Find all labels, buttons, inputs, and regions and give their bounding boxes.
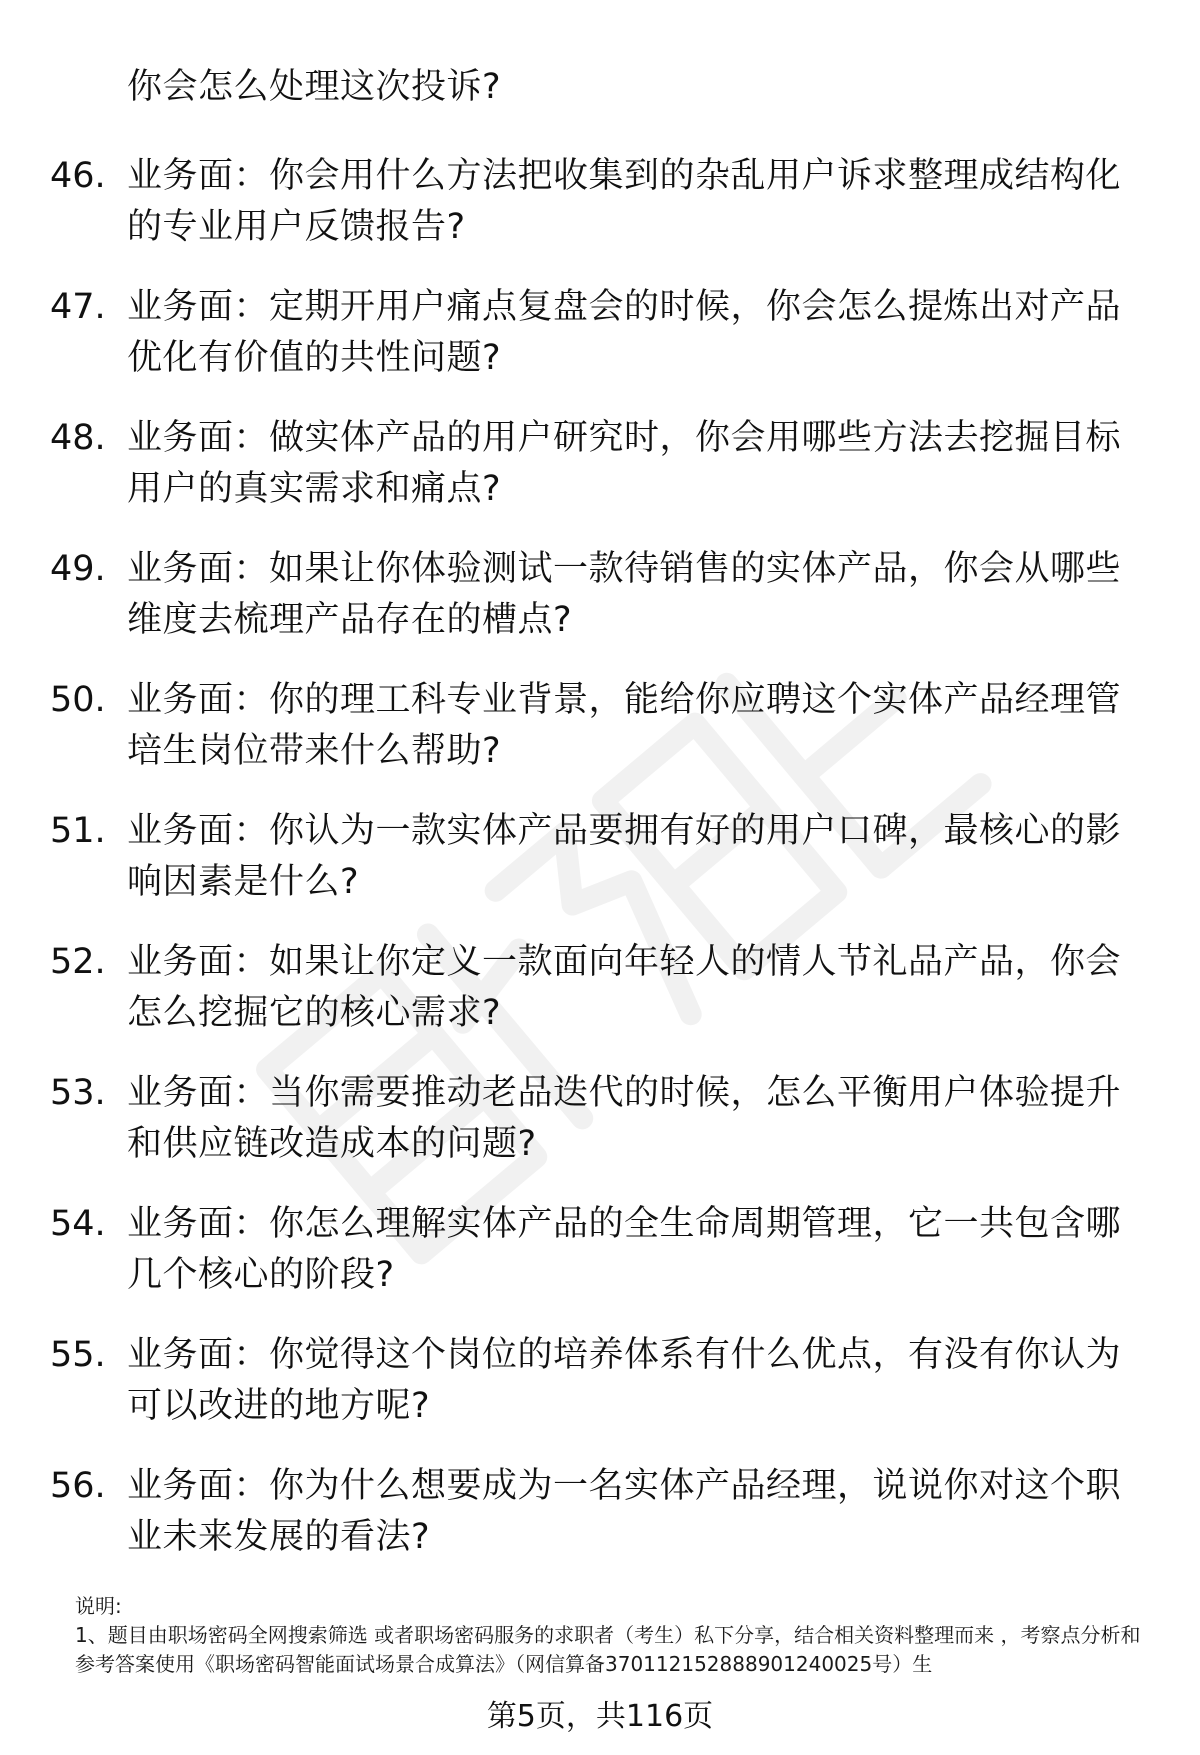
- question-number: 52.: [50, 942, 106, 982]
- question-number: 55.: [50, 1335, 106, 1375]
- question-item: [0, 1068, 1200, 1199]
- question-item: [0, 151, 1200, 282]
- question-text: 业务面：如果让你体验测试一款待销售的实体产品，你会从哪些维度去梳理产品存在的槽点?: [127, 549, 1122, 640]
- question-item: [0, 1461, 1200, 1592]
- question-continuation: 你会怎么处理这次投诉?: [127, 67, 502, 107]
- question-item: [0, 937, 1200, 1068]
- question-text: 业务面：你的理工科专业背景，能给你应聘这个实体产品经理管培生岗位带来什么帮助?: [127, 680, 1122, 771]
- question-number: 49.: [50, 549, 106, 589]
- notes-body: 1、题目由职场密码全网搜索筛选 或者职场密码服务的求职者（考生）私下分享，结合相关资料整理而来 ，考察点分析和参考答案使用《职场密码智能面试场景合成算法》（网信算备370112152888901240025号）生: [75, 1623, 1141, 1676]
- question-text: 业务面：你怎么理解实体产品的全生命周期管理，它一共包含哪几个核心的阶段?: [127, 1204, 1122, 1295]
- notes-heading: 说明:: [75, 1594, 122, 1618]
- question-item: [0, 675, 1200, 806]
- question-text: 业务面：当你需要推动老品迭代的时候，怎么平衡用户体验提升和供应链改造成本的问题?: [127, 1073, 1122, 1164]
- question-text: 业务面：你会用什么方法把收集到的杂乱用户诉求整理成结构化的专业用户反馈报告?: [127, 156, 1122, 247]
- question-number: 53.: [50, 1073, 106, 1113]
- question-text: 业务面：做实体产品的用户研究时，你会用哪些方法去挖掘目标用户的真实需求和痛点?: [127, 418, 1122, 509]
- question-number: 48.: [50, 418, 106, 458]
- question-list: [0, 151, 1200, 1592]
- question-number: 54.: [50, 1204, 106, 1244]
- question-item: [0, 806, 1200, 937]
- question-number: 56.: [50, 1466, 106, 1506]
- question-item: [0, 282, 1200, 413]
- question-number: 50.: [50, 680, 106, 720]
- question-text: 业务面：你为什么想要成为一名实体产品经理，说说你对这个职业未来发展的看法?: [127, 1466, 1122, 1557]
- question-text: 业务面：你认为一款实体产品要拥有好的用户口碑，最核心的影响因素是什么?: [127, 811, 1122, 902]
- question-number: 47.: [50, 287, 106, 327]
- question-number: 51.: [50, 811, 106, 851]
- question-item: [0, 544, 1200, 675]
- question-text: 业务面：如果让你定义一款面向年轻人的情人节礼品产品，你会怎么挖掘它的核心需求?: [127, 942, 1122, 1033]
- question-item: [0, 1199, 1200, 1330]
- question-text: 业务面：你觉得这个岗位的培养体系有什么优点，有没有你认为可以改进的地方呢?: [127, 1335, 1122, 1426]
- question-item: [0, 1330, 1200, 1461]
- question-number: 46.: [50, 156, 106, 196]
- question-text: 业务面：定期开用户痛点复盘会的时候，你会怎么提炼出对产品优化有价值的共性问题?: [127, 287, 1122, 378]
- notes-section: [75, 1592, 1155, 1679]
- page-indicator: 第5页，共116页: [486, 1699, 714, 1734]
- question-item: [0, 413, 1200, 544]
